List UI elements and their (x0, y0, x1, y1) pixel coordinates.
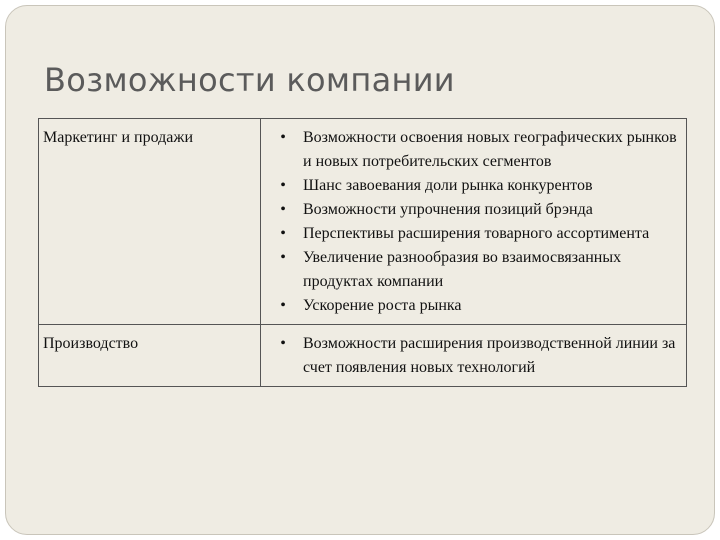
slide-title: Возможности компании (44, 61, 455, 99)
bullet-icon: • (280, 177, 286, 194)
list-item-text: Перспективы расширения товарного ассортимента (303, 225, 650, 242)
items-cell (261, 119, 687, 325)
bullet-list (267, 126, 680, 318)
bullet-icon: • (280, 129, 286, 146)
items-cell (261, 325, 687, 387)
bullet-icon: • (280, 297, 286, 314)
list-item (267, 246, 680, 294)
table-row (39, 325, 687, 387)
list-item (267, 294, 680, 318)
category-cell: Маркетинг и продажи (39, 119, 261, 325)
bullet-icon: • (280, 201, 286, 218)
bullet-icon: • (280, 335, 286, 352)
opportunities-table (38, 118, 687, 387)
slide (5, 5, 715, 535)
list-item-text: Ускорение роста рынка (303, 297, 462, 314)
list-item (267, 126, 680, 174)
table-row (39, 119, 687, 325)
list-item-text: Возможности освоения новых географических рынков и новых потребительских сегментов (303, 129, 677, 170)
list-item-text: Возможности расширения производственной линии за счет появления новых технологий (303, 335, 676, 376)
bullet-list (267, 332, 680, 380)
category-cell: Производство (39, 325, 261, 387)
list-item-text: Возможности упрочнения позиций брэнда (303, 201, 593, 218)
bullet-icon: • (280, 249, 286, 266)
list-item (267, 174, 680, 198)
list-item (267, 222, 680, 246)
list-item-text: Увеличение разнообразия во взаимосвязанных продуктах компании (303, 249, 622, 290)
list-item (267, 198, 680, 222)
list-item (267, 332, 680, 380)
list-item-text: Шанс завоевания доли рынка конкурентов (303, 177, 593, 194)
bullet-icon: • (280, 225, 286, 242)
